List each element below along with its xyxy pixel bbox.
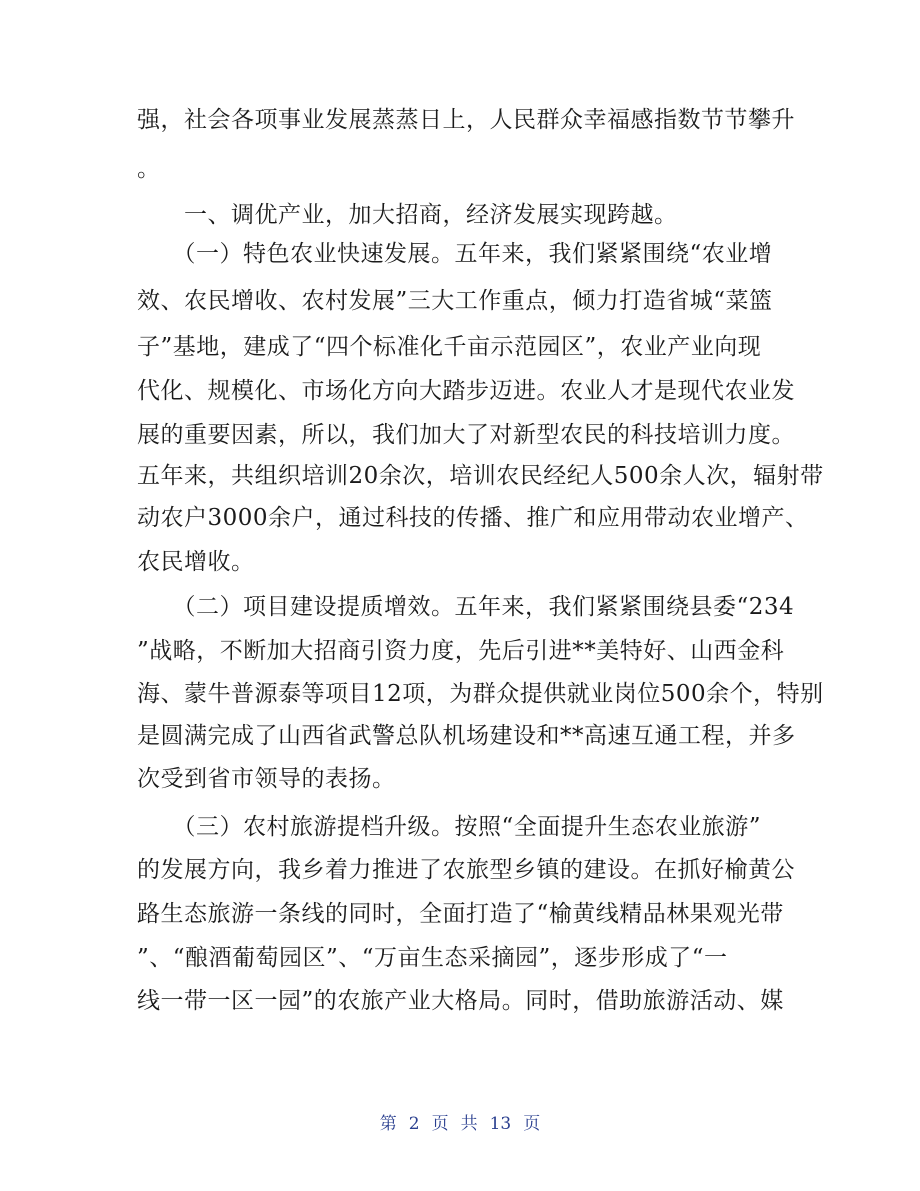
page-footer xyxy=(0,1113,920,1135)
text-line: 是圆满完成了山西省武警总队机场建设和**高速互通工程，并多 xyxy=(137,723,796,749)
text-line: 动农户3000余户，通过科技的传播、推广和应用带动农业增产、 xyxy=(137,505,809,531)
text-line: ”战略，不断加大招商引资力度，先后引进**美特好、山西金科 xyxy=(137,638,785,664)
text-line: 五年来，共组织培训20余次，培训农民经纪人500余人次，辐射带 xyxy=(137,463,824,489)
text-line: 效、农民增收、农村发展”三大工作重点，倾力打造省城“菜篮 xyxy=(137,288,773,314)
text-line: （三）农村旅游提档升级。按照“全面提升生态农业旅游” xyxy=(137,814,762,840)
footer-label-total: 共 xyxy=(460,1114,478,1134)
footer-total-pages: 13 xyxy=(489,1114,512,1134)
text-line: 次受到省市领导的表扬。 xyxy=(137,766,396,792)
text-line: （一）特色农业快速发展。五年来，我们紧紧围绕“农业增 xyxy=(137,241,773,267)
text-line: 强，社会各项事业发展蒸蒸日上，人民群众幸福感指数节节攀升 xyxy=(137,107,795,133)
text-line: 路生态旅游一条线的同时，全面打造了“榆黄线精品林果观光带 xyxy=(137,901,784,927)
text-line: （二）项目建设提质增效。五年来，我们紧紧围绕县委“234 xyxy=(137,594,795,620)
text-line: 的发展方向，我乡着力推进了农旅型乡镇的建设。在抓好榆黄公 xyxy=(137,857,795,883)
text-line: 子”基地，建成了“四个标准化千亩示范园区”，农业产业向现 xyxy=(137,334,762,360)
footer-label-total-unit: 页 xyxy=(523,1114,541,1134)
text-line: 线一带一区一园”的农旅产业大格局。同时，借助旅游活动、媒 xyxy=(137,988,784,1014)
text-line: 代化、规模化、市场化方向大踏步迈进。农业人才是现代农业发 xyxy=(137,378,795,404)
text-line: 展的重要因素，所以，我们加大了对新型农民的科技培训力度。 xyxy=(137,422,795,448)
text-line: 农民增收。 xyxy=(137,549,255,575)
text-line: 海、蒙牛普源泰等项目12项，为群众提供就业岗位500余个，特别 xyxy=(137,681,824,707)
footer-label-page: 第 xyxy=(379,1114,397,1134)
footer-current-page: 2 xyxy=(408,1114,420,1134)
text-line: 。 xyxy=(137,156,161,182)
footer-label-page-unit: 页 xyxy=(431,1114,449,1134)
section-heading: 一、调优产业，加大招商，经济发展实现跨越。 xyxy=(137,202,678,228)
text-line: ”、“酿酒葡萄园区”、“万亩生态采摘园”，逐步形成了“一 xyxy=(137,945,728,971)
